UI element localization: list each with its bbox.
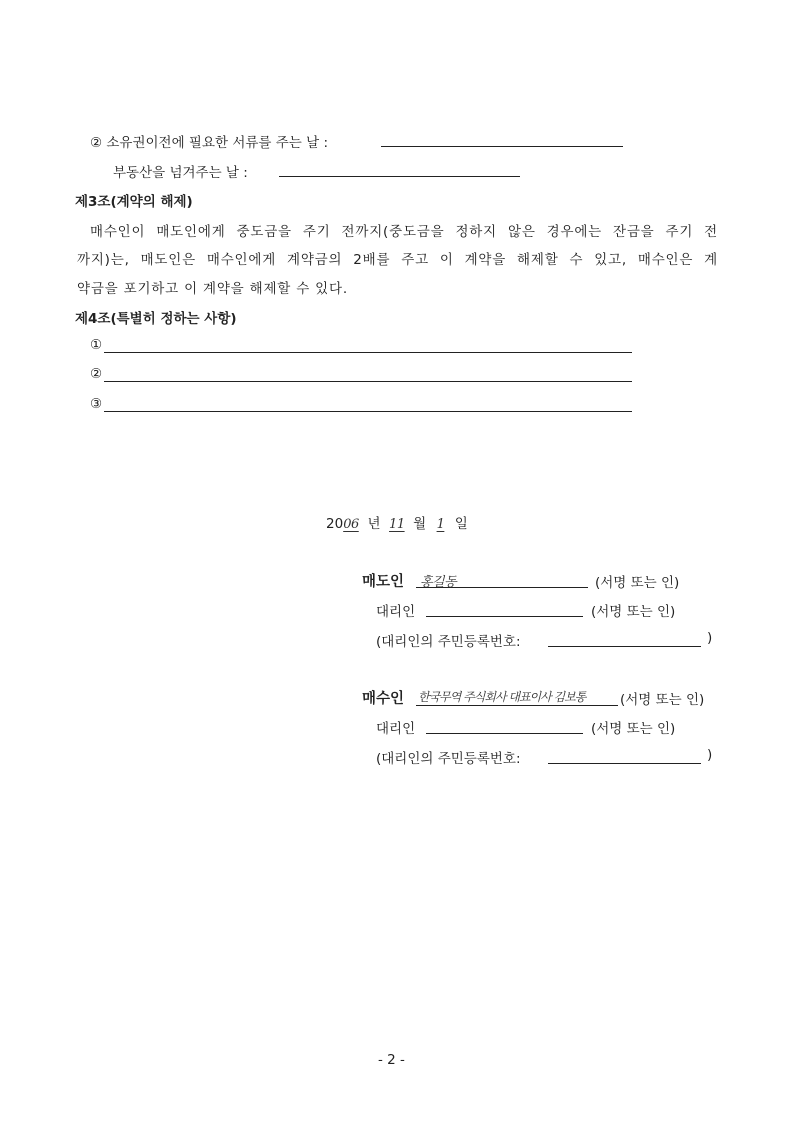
item2-label: ② 소유권이전에 필요한 서류를 주는 날 : bbox=[90, 135, 329, 151]
buyer-sign-suffix: (서명 또는 인) bbox=[620, 692, 705, 708]
article3-heading: 제3조(계약의 해제) bbox=[75, 194, 193, 210]
buyer-agent-id-line[interactable] bbox=[548, 750, 701, 764]
article4-item-2-marker: ② bbox=[90, 366, 103, 382]
transfer-label: 부동산을 넘겨주는 날 : bbox=[113, 165, 248, 181]
seller-agent-label: 대리인 bbox=[376, 604, 416, 620]
buyer-sign-line[interactable] bbox=[416, 705, 618, 706]
article3-line-1: 매수인이 매도인에게 중도금을 주기 전까지(중도금을 정하지 않은 경우에는 잔금을 주기 전 bbox=[90, 224, 718, 240]
article3-line-2: 까지)는, 매도인은 매수인에게 계약금의 2배를 주고 이 계약을 해제할 수 있고, 매수인은 계 bbox=[77, 252, 718, 268]
seller-sign-line[interactable] bbox=[416, 587, 588, 588]
seller-sign-suffix: (서명 또는 인) bbox=[595, 575, 680, 591]
item2-blank-line[interactable] bbox=[381, 133, 623, 147]
seller-agent-line[interactable] bbox=[426, 603, 583, 617]
page-number: - 2 - bbox=[378, 1052, 405, 1068]
transfer-blank-line[interactable] bbox=[279, 163, 520, 177]
seller-agent-id-close: ) bbox=[707, 630, 713, 646]
seller-agent-id-label: (대리인의 주민등록번호: bbox=[376, 634, 521, 650]
buyer-label: 매수인 bbox=[362, 691, 405, 707]
article4-item-3-line[interactable] bbox=[104, 398, 632, 412]
buyer-agent-suffix: (서명 또는 인) bbox=[591, 721, 676, 737]
buyer-agent-id-close: ) bbox=[707, 747, 713, 763]
article4-item-3-marker: ③ bbox=[90, 396, 103, 412]
buyer-agent-label: 대리인 bbox=[376, 721, 416, 737]
seller-label: 매도인 bbox=[362, 574, 405, 590]
date-month-handwritten: 11 bbox=[389, 517, 405, 532]
date-day-handwritten: 1 bbox=[436, 517, 445, 532]
seller-agent-id-line[interactable] bbox=[548, 633, 701, 647]
date-year-label: 년 bbox=[367, 516, 381, 532]
article4-item-1-marker: ① bbox=[90, 337, 103, 353]
article3-line-3: 약금을 포기하고 이 계약을 해제할 수 있다. bbox=[77, 281, 348, 297]
contract-date bbox=[326, 512, 468, 532]
seller-agent-suffix: (서명 또는 인) bbox=[591, 604, 676, 620]
article4-item-2-line[interactable] bbox=[104, 368, 632, 382]
article4-item-1-line[interactable] bbox=[104, 339, 632, 353]
date-year-handwritten: 06 bbox=[343, 517, 359, 532]
buyer-agent-id-label: (대리인의 주민등록번호: bbox=[376, 751, 521, 767]
buyer-signature: 한국무역 주식회사 대표이사 김보통 bbox=[418, 690, 586, 704]
article4-heading: 제4조(특별히 정하는 사항) bbox=[75, 311, 237, 327]
date-month-label: 월 bbox=[413, 516, 427, 532]
date-year-prefix: 20 bbox=[326, 516, 344, 532]
buyer-agent-line[interactable] bbox=[426, 720, 583, 734]
seller-signature: 홍길동 bbox=[420, 575, 457, 590]
date-day-label: 일 bbox=[454, 516, 468, 532]
